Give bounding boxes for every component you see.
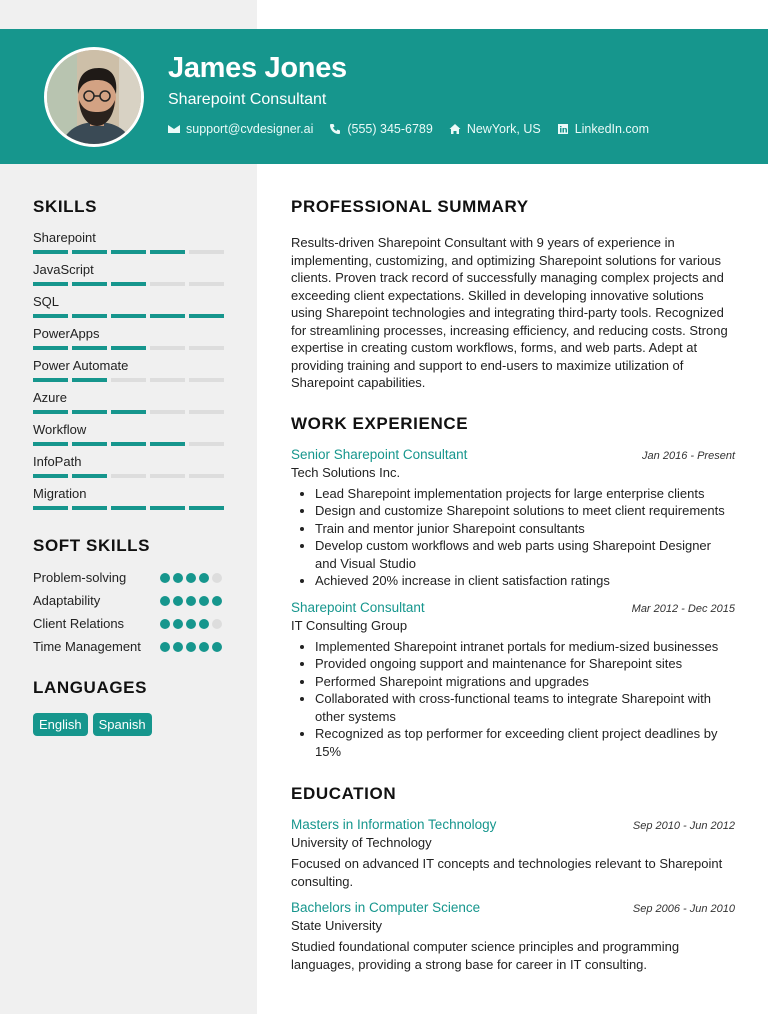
skill-level-segment bbox=[33, 282, 68, 286]
soft-skill-item bbox=[33, 569, 225, 587]
skill-level-segment bbox=[111, 346, 146, 350]
rating-dot bbox=[173, 573, 183, 583]
job-company: Tech Solutions Inc. bbox=[291, 464, 401, 480]
contact-linkedin[interactable] bbox=[557, 122, 649, 136]
soft-skill-name: Adaptability bbox=[33, 593, 101, 608]
skill-level-segment bbox=[189, 410, 224, 414]
skill-level-bar bbox=[33, 282, 225, 286]
degree-title: Masters in Information Technology bbox=[291, 817, 497, 832]
skill-level-segment bbox=[111, 410, 146, 414]
job-title: Senior Sharepoint Consultant bbox=[291, 446, 468, 462]
soft-skill-rating bbox=[160, 619, 222, 629]
rating-dot bbox=[160, 619, 170, 629]
job-bullets bbox=[291, 485, 735, 590]
job-entry bbox=[291, 600, 735, 761]
rating-dot bbox=[199, 596, 209, 606]
education-date: Sep 2006 - Jun 2010 bbox=[632, 903, 735, 915]
jobs-list bbox=[291, 447, 735, 761]
skill-level-segment bbox=[150, 442, 185, 446]
rating-dot bbox=[212, 596, 222, 606]
job-date: Mar 2012 - Dec 2015 bbox=[631, 602, 735, 615]
skill-level-bar bbox=[33, 314, 225, 318]
skill-level-segment bbox=[72, 378, 107, 382]
skill-level-segment bbox=[111, 314, 146, 318]
job-company: IT Consulting Group bbox=[291, 617, 408, 633]
skill-level-segment bbox=[33, 474, 68, 478]
candidate-title: Sharepoint Consultant bbox=[168, 91, 327, 108]
rating-dot bbox=[186, 596, 196, 606]
skill-item bbox=[33, 454, 225, 486]
rating-dot bbox=[173, 596, 183, 606]
summary-text: Results-driven Sharepoint Consultant with 9 years of experience in implementing, customizing, and optimizing Sharepoint solutions for various clients. Proven track record of successfully managing complex projects and exceeding client expectations. Skilled in developing innovative solutions using Sharepoint technologies and integrating third-party tools. Recognized for streamlining processes, increasing efficiency, and reducing costs. Strong expertise in creating custom workflows, forms, and web parts. Adept at providing training and support to end-users to maximize utilization of Sharepoint capabilities. bbox=[291, 235, 728, 390]
rating-dot bbox=[199, 573, 209, 583]
soft-skill-rating bbox=[160, 596, 222, 606]
rating-dot bbox=[186, 619, 196, 629]
main-content bbox=[291, 197, 735, 973]
skill-level-segment bbox=[111, 506, 146, 510]
skill-level-segment bbox=[72, 314, 107, 318]
skill-item bbox=[33, 326, 225, 358]
skill-item bbox=[33, 230, 225, 262]
job-bullet: • Design and customize Sharepoint solutions to meet client requirements bbox=[315, 502, 735, 520]
skill-name: InfoPath bbox=[33, 454, 82, 469]
contact-location-text: NewYork, US bbox=[466, 122, 541, 136]
job-bullet: • Lead Sharepoint implementation projects for large enterprise clients bbox=[315, 485, 735, 503]
profile-photo bbox=[44, 47, 144, 147]
job-header bbox=[291, 600, 735, 615]
job-date: Jan 2016 - Present bbox=[642, 449, 735, 462]
rating-dot bbox=[212, 573, 222, 583]
skill-level-segment bbox=[72, 410, 107, 414]
work-heading: WORK EXPERIENCE bbox=[291, 413, 469, 433]
skills-heading: SKILLS bbox=[33, 197, 98, 216]
soft-skill-item bbox=[33, 638, 225, 656]
skill-level-segment bbox=[72, 474, 107, 478]
school-name: State University bbox=[291, 918, 383, 933]
skill-level-bar bbox=[33, 346, 225, 350]
skill-name: Sharepoint bbox=[33, 230, 96, 245]
job-bullet: • Performed Sharepoint migrations and upgrades bbox=[315, 673, 735, 691]
skill-level-bar bbox=[33, 410, 225, 414]
skill-level-bar bbox=[33, 474, 225, 478]
job-header bbox=[291, 447, 735, 462]
skill-level-segment bbox=[150, 250, 185, 254]
skill-level-segment bbox=[189, 442, 224, 446]
skill-level-bar bbox=[33, 250, 225, 254]
skill-name: Workflow bbox=[33, 422, 87, 437]
contact-linkedin-text: LinkedIn.com bbox=[574, 122, 650, 136]
skill-level-segment bbox=[189, 282, 224, 286]
rating-dot bbox=[160, 573, 170, 583]
rating-dot bbox=[186, 642, 196, 652]
skill-level-segment bbox=[72, 442, 107, 446]
education-heading: EDUCATION bbox=[291, 784, 397, 803]
contact-email[interactable] bbox=[168, 122, 313, 136]
skill-level-segment bbox=[72, 250, 107, 254]
degree-title: Bachelors in Computer Science bbox=[291, 900, 481, 915]
skill-level-segment bbox=[111, 282, 146, 286]
education-description: Studied foundational computer science principles and programming languages, providing a strong base for career in IT consulting. bbox=[291, 939, 680, 972]
contact-phone[interactable] bbox=[329, 122, 432, 136]
skill-level-segment bbox=[33, 506, 68, 510]
skill-level-bar bbox=[33, 442, 225, 446]
contact-location bbox=[449, 122, 541, 136]
job-bullet: • Provided ongoing support and maintenance for Sharepoint sites bbox=[315, 655, 735, 673]
education-entry bbox=[291, 900, 735, 973]
skill-level-segment bbox=[33, 346, 68, 350]
skill-level-segment bbox=[189, 378, 224, 382]
skill-level-segment bbox=[189, 506, 224, 510]
skill-item bbox=[33, 262, 225, 294]
skill-level-segment bbox=[150, 474, 185, 478]
contact-email-text: support@cvdesigner.ai bbox=[186, 122, 314, 136]
skill-item bbox=[33, 486, 225, 518]
soft-skills-section bbox=[33, 536, 225, 656]
skill-level-segment bbox=[150, 506, 185, 510]
skill-level-segment bbox=[189, 314, 224, 318]
skill-level-segment bbox=[33, 442, 68, 446]
soft-skill-item bbox=[33, 592, 225, 610]
skill-level-segment bbox=[33, 250, 68, 254]
skill-name: Power Automate bbox=[33, 358, 129, 373]
rating-dot bbox=[212, 642, 222, 652]
education-header bbox=[291, 817, 735, 832]
education-header bbox=[291, 900, 735, 915]
skill-name: SQL bbox=[33, 294, 60, 309]
soft-skills-heading: SOFT SKILLS bbox=[33, 536, 151, 555]
skill-level-segment bbox=[72, 506, 107, 510]
sidebar bbox=[33, 197, 225, 736]
job-title: Sharepoint Consultant bbox=[291, 599, 425, 615]
skill-level-segment bbox=[33, 378, 68, 382]
skill-level-segment bbox=[111, 378, 146, 382]
rating-dot bbox=[173, 642, 183, 652]
languages-list bbox=[33, 713, 225, 736]
rating-dot bbox=[212, 619, 222, 629]
phone-icon bbox=[329, 123, 341, 135]
soft-skill-rating bbox=[160, 573, 222, 583]
skill-name: JavaScript bbox=[33, 262, 94, 277]
skill-level-segment bbox=[150, 410, 185, 414]
rating-dot bbox=[173, 619, 183, 629]
skill-level-segment bbox=[189, 474, 224, 478]
skill-level-segment bbox=[150, 378, 185, 382]
language-badge: Spanish bbox=[93, 713, 152, 736]
skill-level-segment bbox=[111, 442, 146, 446]
education-entry bbox=[291, 817, 735, 890]
skill-level-segment bbox=[111, 474, 146, 478]
job-bullet: • Collaborated with cross-functional teams to integrate Sharepoint with other systems bbox=[315, 690, 735, 725]
education-date: Sep 2010 - Jun 2012 bbox=[632, 820, 735, 832]
soft-skill-rating bbox=[160, 642, 222, 652]
work-section bbox=[291, 414, 735, 761]
skill-level-segment bbox=[150, 346, 185, 350]
job-bullet: • Develop custom workflows and web parts using Sharepoint Designer and Visual Studio bbox=[315, 537, 735, 572]
skill-name: PowerApps bbox=[33, 326, 100, 341]
home-icon bbox=[449, 123, 461, 135]
soft-skill-name: Problem-solving bbox=[33, 570, 127, 585]
education-description: Focused on advanced IT concepts and technologies relevant to Sharepoint consulting. bbox=[291, 856, 723, 889]
soft-skill-name: Time Management bbox=[33, 639, 141, 654]
skill-item bbox=[33, 422, 225, 454]
rating-dot bbox=[186, 573, 196, 583]
contact-bar bbox=[168, 122, 649, 136]
soft-skill-item bbox=[33, 615, 225, 633]
education-list bbox=[291, 817, 735, 973]
skills-list bbox=[33, 230, 225, 518]
rating-dot bbox=[160, 596, 170, 606]
skill-level-segment bbox=[33, 314, 68, 318]
skill-level-bar bbox=[33, 378, 225, 382]
skill-level-segment bbox=[189, 346, 224, 350]
skill-level-segment bbox=[33, 410, 68, 414]
job-entry bbox=[291, 447, 735, 590]
skill-level-segment bbox=[72, 346, 107, 350]
job-bullet: • Train and mentor junior Sharepoint consultants bbox=[315, 520, 735, 538]
job-bullets bbox=[291, 638, 735, 761]
candidate-name: James Jones bbox=[168, 52, 347, 84]
language-badge: English bbox=[33, 713, 88, 736]
school-name: University of Technology bbox=[291, 835, 432, 850]
soft-skills-list bbox=[33, 569, 225, 656]
soft-skill-name: Client Relations bbox=[33, 616, 125, 631]
skill-item bbox=[33, 358, 225, 390]
education-section bbox=[291, 784, 735, 973]
languages-section bbox=[33, 678, 225, 736]
skill-name: Azure bbox=[33, 390, 67, 405]
skill-item bbox=[33, 390, 225, 422]
envelope-icon bbox=[168, 123, 180, 135]
skill-level-segment bbox=[189, 250, 224, 254]
languages-heading: LANGUAGES bbox=[33, 678, 148, 697]
rating-dot bbox=[160, 642, 170, 652]
job-bullet: • Achieved 20% increase in client satisfaction ratings bbox=[315, 572, 735, 590]
skill-item bbox=[33, 294, 225, 326]
contact-phone-text: (555) 345-6789 bbox=[347, 122, 433, 136]
rating-dot bbox=[199, 619, 209, 629]
skill-level-segment bbox=[150, 282, 185, 286]
linkedin-icon bbox=[557, 123, 569, 135]
skill-name: Migration bbox=[33, 486, 87, 501]
skill-level-segment bbox=[150, 314, 185, 318]
job-bullet: • Implemented Sharepoint intranet portals for medium-sized businesses bbox=[315, 638, 735, 656]
job-bullet: • Recognized as top performer for exceeding client project deadlines by 15% bbox=[315, 725, 735, 760]
skill-level-segment bbox=[111, 250, 146, 254]
skill-level-segment bbox=[72, 282, 107, 286]
rating-dot bbox=[199, 642, 209, 652]
summary-heading: PROFESSIONAL SUMMARY bbox=[291, 197, 529, 216]
skill-level-bar bbox=[33, 506, 225, 510]
